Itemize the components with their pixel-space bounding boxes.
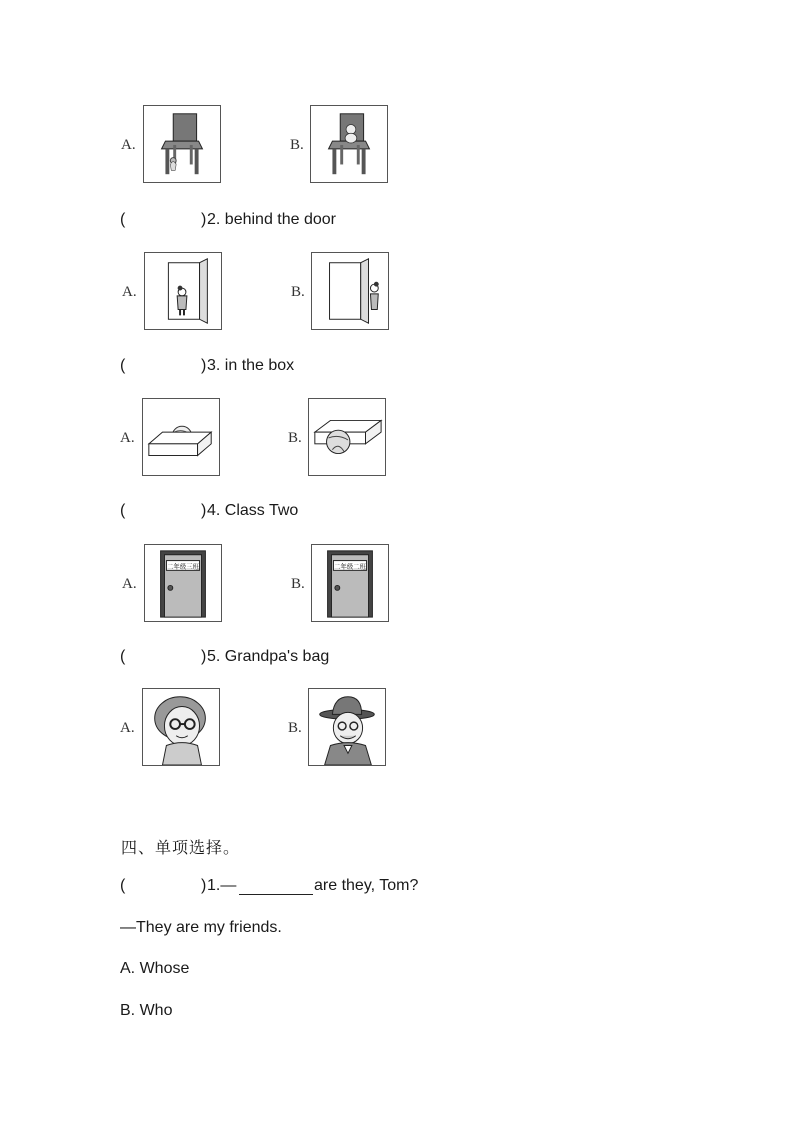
q4-paren-close: )	[201, 502, 207, 519]
s4-q1-paren-open: (	[120, 877, 126, 894]
q4-text: 4. Class Two	[207, 502, 299, 519]
s4-q1-text-after: are they, Tom?	[314, 877, 419, 894]
q2-option-a-label: A.	[122, 284, 137, 300]
grandpa-icon	[309, 689, 385, 765]
q5-option-a-label: A.	[120, 720, 135, 736]
q3-paren-open: (	[120, 357, 126, 374]
s4-q1-option-b: B. Who	[120, 1002, 173, 1019]
q5-option-a-image	[142, 688, 220, 766]
q2-text: 2. behind the door	[207, 211, 336, 228]
q3-option-b-image	[308, 398, 386, 476]
s4-q1-answer-line: —They are my friends.	[120, 919, 282, 936]
open-door-girl-front-icon	[145, 253, 221, 329]
q5-text: 5. Grandpa's bag	[207, 648, 330, 665]
q2-paren-open: (	[120, 211, 126, 228]
chair-icon	[144, 106, 220, 182]
q1-option-a-image	[143, 105, 221, 183]
classroom-door-icon	[145, 545, 221, 621]
s4-q1-paren-close: )	[201, 877, 207, 894]
q4-option-b-label: B.	[291, 576, 305, 592]
q3-option-b-label: B.	[288, 430, 302, 446]
classroom-door-icon	[312, 545, 388, 621]
q2-paren-close: )	[201, 211, 207, 228]
q4-option-a-label: A.	[122, 576, 137, 592]
chair-with-cat-icon	[311, 106, 387, 182]
q4-option-b-image	[311, 544, 389, 622]
q2-option-b-image	[311, 252, 389, 330]
q4-option-a-sign: 二年级三班	[167, 563, 199, 571]
q5-paren-open: (	[120, 648, 126, 665]
q4-option-a-image	[144, 544, 222, 622]
q1-option-b-image	[310, 105, 388, 183]
s4-q1-text-before: 1.—	[207, 877, 237, 894]
q3-option-a-label: A.	[120, 430, 135, 446]
q1-option-a-label: A.	[121, 137, 136, 153]
q3-text: 3. in the box	[207, 357, 295, 374]
open-door-girl-behind-icon	[312, 253, 388, 329]
q1-option-b-label: B.	[290, 137, 304, 153]
q2-option-a-image	[144, 252, 222, 330]
s4-q1-blank	[239, 894, 313, 895]
q5-option-b-image	[308, 688, 386, 766]
q2-option-b-label: B.	[291, 284, 305, 300]
q3-option-a-image	[142, 398, 220, 476]
section-4-heading: 四、单项选择。	[121, 838, 241, 857]
q4-paren-open: (	[120, 502, 126, 519]
s4-q1-option-a: A. Whose	[120, 960, 190, 977]
q3-paren-close: )	[201, 357, 207, 374]
q5-option-b-label: B.	[288, 720, 302, 736]
grandma-icon	[143, 689, 219, 765]
q5-paren-close: )	[201, 648, 207, 665]
q4-option-b-sign: 二年级二班	[334, 563, 366, 571]
ball-beside-box-icon	[309, 399, 385, 475]
ball-in-box-icon	[143, 399, 219, 475]
